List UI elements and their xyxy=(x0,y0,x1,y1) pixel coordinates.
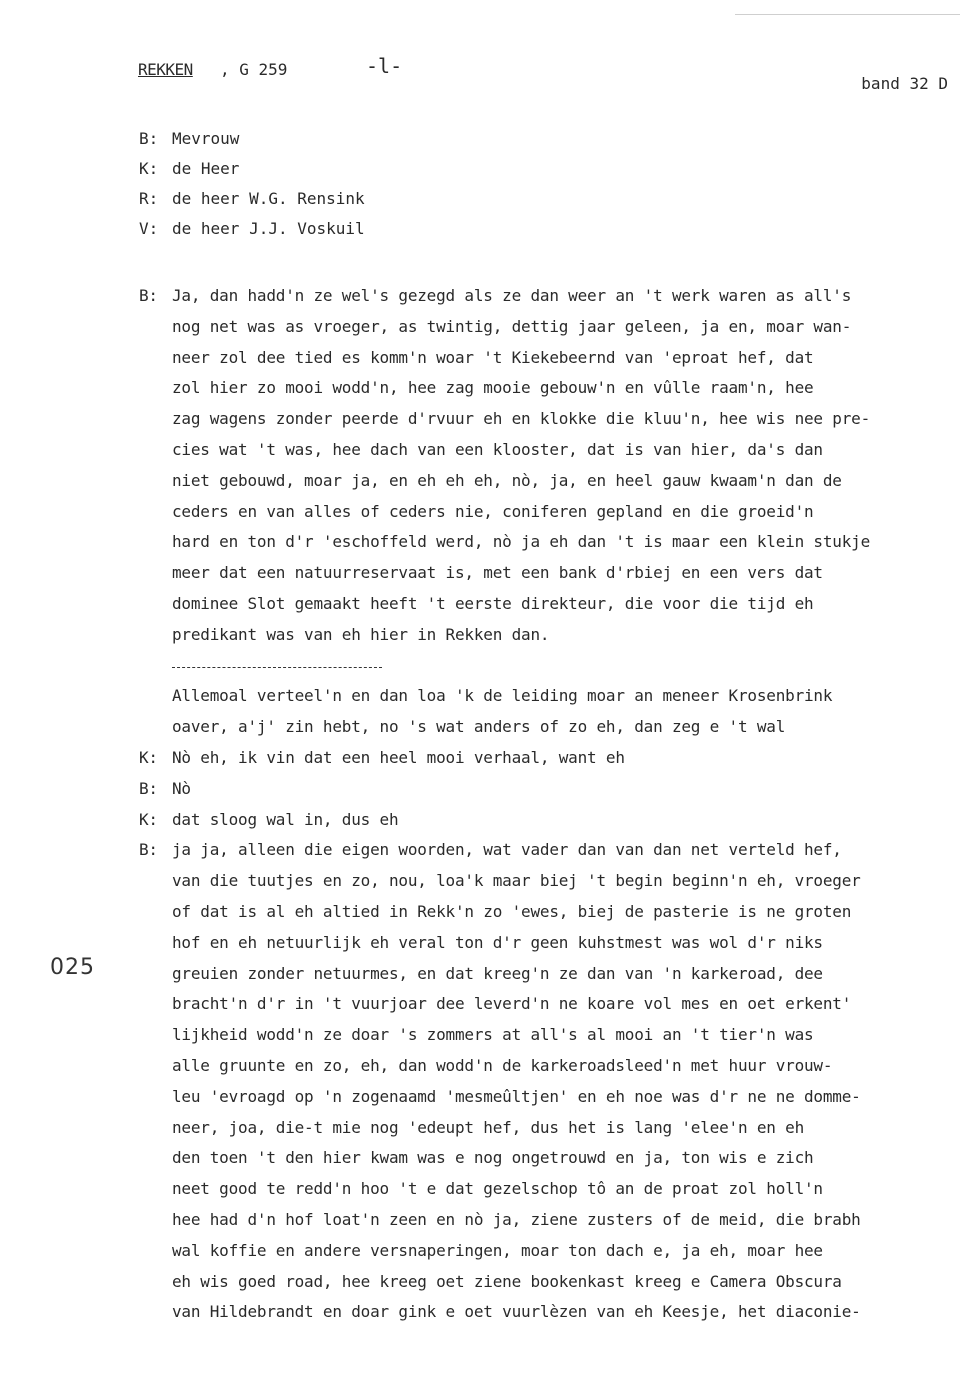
speaker-key: R: xyxy=(139,189,159,208)
transcript-line xyxy=(139,1267,954,1298)
transcript-line xyxy=(139,805,954,836)
speaker-key: B: xyxy=(139,778,158,798)
speaker-key: B: xyxy=(139,840,158,860)
speaker-name: de Heer xyxy=(172,159,240,178)
line-text: neer, joa, die-t mie nog 'edeupt hef, dus het is lang 'elee'n en eh xyxy=(172,1117,804,1137)
transcript-line xyxy=(139,712,954,743)
line-text: leu 'evroagd op 'n zogenaamd 'mesmeûltjen' en eh noe was d'r ne ne domme- xyxy=(172,1086,861,1106)
speaker-list xyxy=(139,124,365,244)
transcript-line xyxy=(139,928,954,959)
top-rule xyxy=(735,14,960,15)
transcript-line xyxy=(139,1297,954,1328)
transcript-line xyxy=(139,835,954,866)
transcript-block xyxy=(139,681,954,1328)
line-text: predikant was van eh hier in Rekken dan. xyxy=(172,624,550,644)
transcript-line xyxy=(139,1174,954,1205)
speaker-key: B: xyxy=(139,286,158,305)
transcript-line xyxy=(139,343,954,374)
transcript-line xyxy=(139,1082,954,1113)
band-label: band 32 D xyxy=(861,74,948,93)
line-text: neer zol dee tied es komm'n woar 't Kiekebeernd van 'eproat hef, dat xyxy=(172,347,814,367)
transcript-line xyxy=(139,1143,954,1174)
transcript-line xyxy=(139,497,954,528)
page-header xyxy=(138,54,948,93)
speaker-key: K: xyxy=(139,159,159,178)
transcript-line xyxy=(139,404,954,435)
transcript-line xyxy=(139,1236,954,1267)
line-text: Nò xyxy=(172,778,191,798)
transcript-line xyxy=(139,466,954,497)
line-text: nog net was as vroeger, as twintig, dettig jaar geleen, ja en, moar wan- xyxy=(172,316,852,336)
line-text: meer dat een natuurreservaat is, met een bank d'rbiej en een vers dat xyxy=(172,563,823,583)
line-text: hof en eh netuurlijk eh veral ton d'r geen kuhstmest was wol d'r niks xyxy=(172,932,823,952)
speaker-item xyxy=(139,154,365,184)
line-text: ja ja, alleen die eigen woorden, wat vader dan van dan net verteld hef, xyxy=(172,840,842,860)
line-text: greuien zonder netuurmes, en dat kreeg'n ze dan van 'n karkeroad, dee xyxy=(172,963,823,983)
speaker-key: V: xyxy=(139,219,159,238)
page-marker: -l- xyxy=(366,54,403,78)
line-text: bracht'n d'r in 't vuurjoar dee leverd'n ne koare vol mes en oet erkent' xyxy=(172,994,852,1014)
speaker-item xyxy=(139,184,365,214)
line-text: neet good te redd'n hoo 't e dat gezelschop tô an de proat zol holl'n xyxy=(172,1179,823,1199)
line-text: alle gruunte en zo, eh, dan wodd'n de karkeroadsleed'n met huur vrouw- xyxy=(172,1055,833,1075)
line-text: oaver, a'j' zin hebt, no 's wat anders of zo eh, dan zeg e 't wal xyxy=(172,717,786,737)
transcript-line xyxy=(139,435,954,466)
transcript-line xyxy=(139,1051,954,1082)
transcript-line xyxy=(139,281,954,312)
speaker-key: B: xyxy=(139,129,159,148)
transcript-code: , G 259 xyxy=(220,60,288,79)
transcript-line xyxy=(139,989,954,1020)
line-text: ceders en van alles of ceders nie, coniferen gepland en die groeid'n xyxy=(172,501,814,521)
transcript-line xyxy=(139,558,954,589)
line-text: den toen 't den hier kwam was e nog ongetrouwd en ja, ton wis e zich xyxy=(172,1148,814,1168)
transcript-line xyxy=(139,681,954,712)
transcript-line xyxy=(139,866,954,897)
transcript-line xyxy=(139,620,954,651)
line-text: van die tuutjes en zo, nou, loa'k maar biej 't begin beginn'n eh, vroeger xyxy=(172,871,861,891)
transcript-line xyxy=(139,373,954,404)
place-name: REKKEN xyxy=(138,60,193,79)
transcript-line xyxy=(139,527,954,558)
transcript-line xyxy=(139,1205,954,1236)
speaker-key: K: xyxy=(139,809,158,829)
line-text: zol hier zo mooi wodd'n, hee zag mooie gebouw'n en vûlle raam'n, hee xyxy=(172,378,814,398)
line-text: wal koffie en andere versnaperingen, moar ton dach e, ja eh, moar hee xyxy=(172,1240,823,1260)
speaker-name: de heer W.G. Rensink xyxy=(172,189,365,208)
line-text: eh wis goed road, hee kreeg oet ziene bookenkast kreeg e Camera Obscura xyxy=(172,1271,842,1291)
speaker-name: Mevrouw xyxy=(172,129,240,148)
transcript-line xyxy=(139,897,954,928)
line-text: hee had d'n hof loat'n zeen en nò ja, ziene zusters of de meid, die brabh xyxy=(172,1209,861,1229)
transcript-block xyxy=(139,281,954,651)
line-text: lijkheid wodd'n ze doar 's zommers at all's al mooi an 't tier'n was xyxy=(172,1025,814,1045)
transcript-line xyxy=(139,774,954,805)
margin-counter: 025 xyxy=(50,955,95,980)
line-text: van Hildebrandt en doar gink e oet vuurlèzen van eh Keesje, het diaconie- xyxy=(172,1302,861,1322)
line-text: of dat is al eh altied in Rekk'n zo 'ewes, biej de pasterie is ne groten xyxy=(172,901,852,921)
transcript-line xyxy=(139,1020,954,1051)
line-text: Nò eh, ik vin dat een heel mooi verhaal, want eh xyxy=(172,747,625,767)
speaker-item xyxy=(139,214,365,244)
line-text: zag wagens zonder peerde d'rvuur eh en klokke die kluu'n, hee wis nee pre- xyxy=(172,409,871,429)
line-text: dominee Slot gemaakt heeft 't eerste direkteur, die voor die tijd eh xyxy=(172,593,814,613)
transcript-line xyxy=(139,743,954,774)
speaker-name: de heer J.J. Voskuil xyxy=(172,219,365,238)
line-text: hard en ton d'r 'eschoffeld werd, nò ja eh dan 't is maar een klein stukje xyxy=(172,532,871,552)
line-text: Allemoal verteel'n en dan loa 'k de leiding moar an meneer Krosenbrink xyxy=(172,686,833,706)
speaker-item xyxy=(139,124,365,154)
transcript-body xyxy=(139,281,954,1328)
line-text: dat sloog wal in, dus eh xyxy=(172,809,399,829)
transcript-line xyxy=(139,959,954,990)
transcript-line xyxy=(139,589,954,620)
line-text: cies wat 't was, hee dach van een klooster, dat is van hier, da's dan xyxy=(172,439,823,459)
speaker-key: K: xyxy=(139,747,158,767)
line-text: Ja, dan hadd'n ze wel's gezegd als ze dan weer an 't werk waren as all's xyxy=(172,286,852,305)
section-divider xyxy=(139,651,954,682)
transcript-line xyxy=(139,1113,954,1144)
transcript-line xyxy=(139,312,954,343)
line-text: niet gebouwd, moar ja, en eh eh eh, nò, ja, en heel gauw kwaam'n dan de xyxy=(172,470,842,490)
